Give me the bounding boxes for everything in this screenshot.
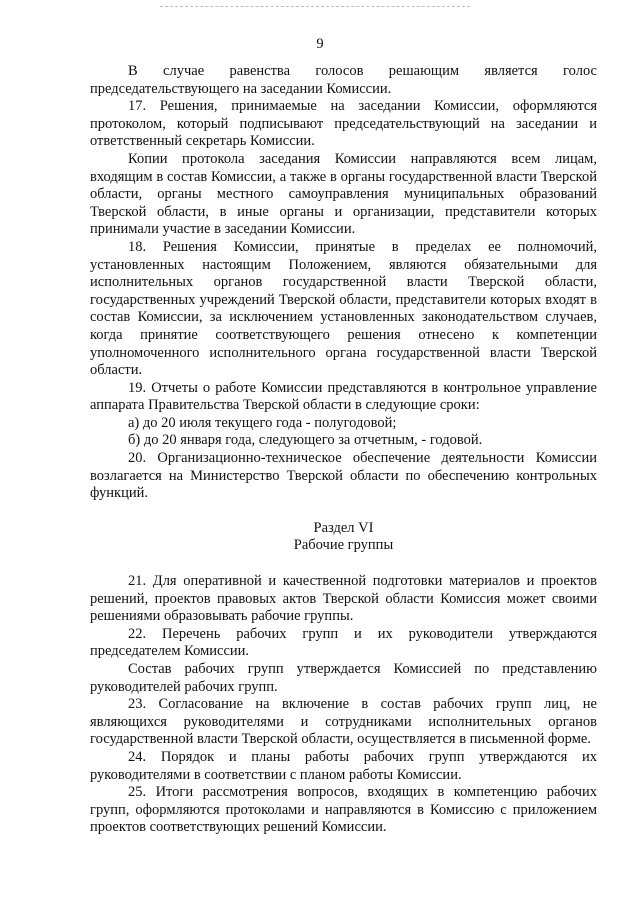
list-item-a: а) до 20 июля текущего года - полугодовой;	[128, 414, 397, 431]
scan-edge-line	[160, 6, 470, 7]
list-item-b: б) до 20 января года, следующего за отчетным, - годовой.	[128, 432, 483, 449]
paragraph-19: 19. Отчеты о работе Комиссии представляются в контрольное управление аппарата Правительства Тверской области в следующие сроки:	[90, 379, 597, 414]
paragraph-25: 25. Итоги рассмотрения вопросов, входящих в компетенцию рабочих групп, оформляются протоколами и направляются в Комиссию с приложением проектов соответствующих решений Комиссии.	[90, 784, 597, 836]
paragraph-group-composition: Состав рабочих групп утверждается Комиссией по представлению руководителей рабочих групп.	[90, 661, 597, 695]
section-number: Раздел VI	[313, 519, 374, 536]
paragraph-20: 20. Организационно-техническое обеспечение деятельности Комиссии возлагается на Министерство Тверской области по обеспечению контрольных функций.	[90, 450, 597, 502]
paragraph-24: 24. Порядок и планы работы рабочих групп утверждаются их руководителями в соответствии с планом работы Комиссии.	[90, 748, 597, 783]
document-body	[90, 63, 597, 837]
paragraph-23: 23. Согласование на включение в состав рабочих групп лиц, не являющихся руководителями и сотрудниками исполнительных органов государственной власти Тверской области, осуществляется в письменной форме.	[90, 696, 597, 748]
page-number: 9	[316, 36, 324, 52]
paragraph-21: 21. Для оперативной и качественной подготовки материалов и проектов решений, проектов правовых актов Тверской области Комиссия может своими решениями образовывать рабочие группы.	[90, 573, 597, 625]
paragraph-17: 17. Решения, принимаемые на заседании Комиссии, оформляются протоколом, который подписывают председательствующий на заседании и ответственный секретарь Комиссии.	[90, 98, 597, 150]
paragraph-protocol-copies: Копии протокола заседания Комиссии направляются всем лицам, входящим в состав Комиссии, а также в органы государственной власти Тверской области, органы местного самоуправления муниципальных образований Тверской области, в иные органы и организации, представители которых принимали участие в заседании Комиссии.	[90, 150, 597, 238]
paragraph-22: 22. Перечень рабочих групп и их руководители утверждаются председателем Комиссии.	[90, 625, 597, 660]
section-title: Рабочие группы	[293, 537, 394, 554]
paragraph-18: 18. Решения Комиссии, принятые в пределах ее полномочий, установленных настоящим Положением, являются обязательными для исполнительных органов государственной власти Тверской области, государственных учреждений Тверской области, представители которых входят в состав Комиссии, за исключением установленных законодательством случаев, когда принятие соответствующего решения отнесено к компетенции уполномоченного исполнительного органа государственной власти Тверской области.	[90, 238, 597, 379]
paragraph-tie-vote: В случае равенства голосов решающим является голос председательствующего на заседании Комиссии.	[90, 63, 597, 97]
